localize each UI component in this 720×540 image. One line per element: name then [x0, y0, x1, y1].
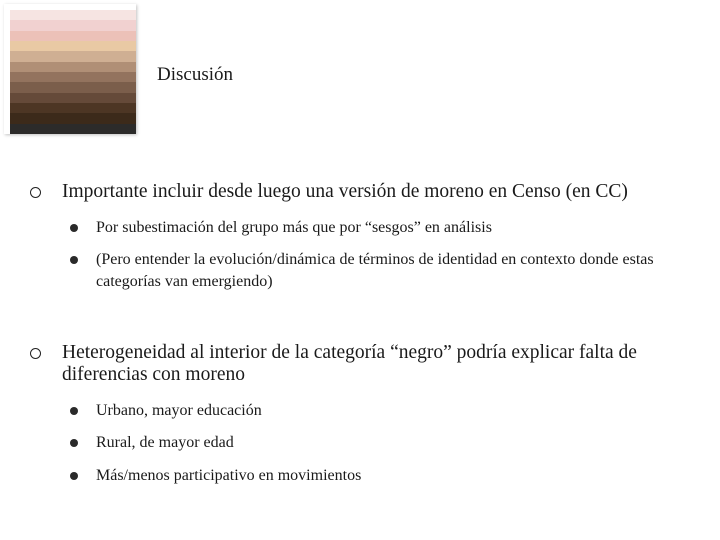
sub-bullet-text: Más/menos participativo en movimientos	[96, 467, 362, 484]
bullet-text: Heterogeneidad al interior de la categoría “negro” podría explicar falta de diferencias con moreno	[62, 342, 637, 385]
hollow-circle-bullet-icon	[30, 187, 41, 198]
slide-title: Discusión	[157, 64, 233, 85]
skin-tone-palette-image	[4, 4, 136, 134]
swatch-band	[10, 10, 136, 20]
swatch-band	[10, 113, 136, 123]
swatch-band	[10, 51, 136, 61]
swatch-band	[10, 31, 136, 41]
swatch-band	[10, 103, 136, 113]
filled-circle-bullet-icon	[70, 472, 78, 480]
swatch-band	[10, 82, 136, 92]
filled-circle-bullet-icon	[70, 439, 78, 447]
sub-bullet-text: Urbano, mayor educación	[96, 402, 262, 419]
sub-bullet-text: Por subestimación del grupo más que por “sesgos” en análisis	[96, 219, 492, 236]
swatch-band	[10, 41, 136, 51]
swatch-band	[10, 124, 136, 134]
skin-tone-swatch-bands	[10, 10, 136, 134]
swatch-band	[10, 62, 136, 72]
filled-circle-bullet-icon	[70, 256, 78, 264]
bullet-text: Importante incluir desde luego una versión de moreno en Censo (en CC)	[62, 181, 628, 202]
sub-bullet-text: Rural, de mayor edad	[96, 434, 234, 451]
filled-circle-bullet-icon	[70, 407, 78, 415]
swatch-band	[10, 93, 136, 103]
swatch-band	[10, 20, 136, 30]
swatch-band	[10, 72, 136, 82]
sub-bullet-text: (Pero entender la evolución/dinámica de términos de identidad en contexto donde estas categorías van emergiendo)	[96, 251, 654, 290]
filled-circle-bullet-icon	[70, 224, 78, 232]
hollow-circle-bullet-icon	[30, 348, 41, 359]
